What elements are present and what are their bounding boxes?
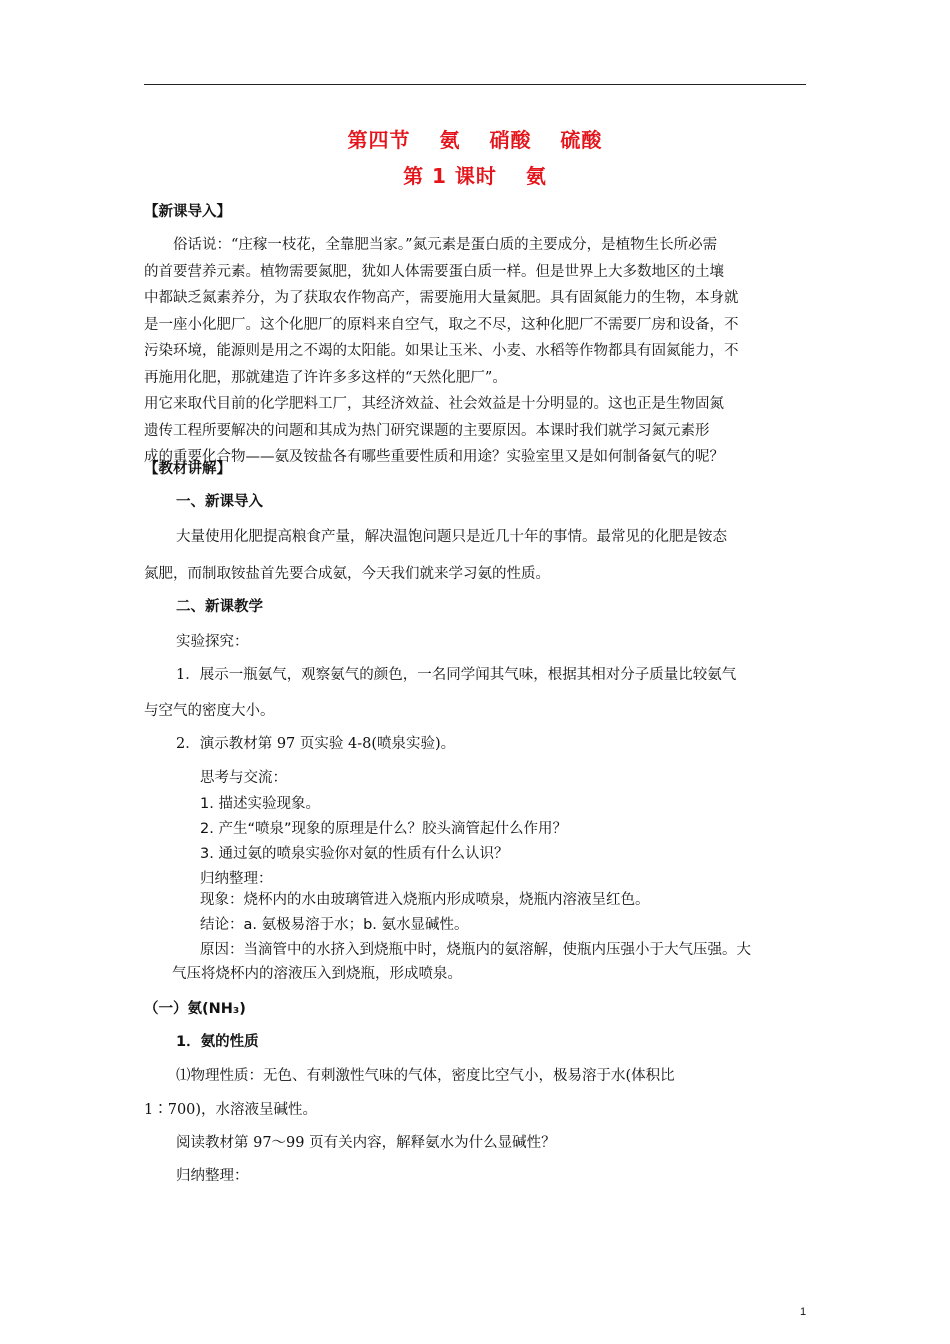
item1-line: 1．展示一瓶氨气，观察氨气的颜色，一名同学闻其气味，根据其相对分子质量比较氨气 xyxy=(176,667,737,683)
intro-line: 中都缺乏氮素养分，为了获取农作物高产，需要施用大量氮肥。具有固氮能力的生物，本身就 xyxy=(144,290,739,306)
lecture-header: 【教材讲解】 xyxy=(144,461,231,477)
conclusion-text: 结论：a. 氨极易溶于水；b. 氨水显碱性。 xyxy=(200,917,469,933)
section-title: 第四节 氨 硝酸 硫酸 xyxy=(347,128,603,152)
explore-label: 实验探究： xyxy=(176,634,249,650)
intro-line: 成的重要化合物——氨及铵盐各有哪些重要性质和用途？实验室里又是如何制备氨气的呢？ xyxy=(144,449,724,465)
intro-line: 遗传工程所要解决的问题和其成为热门研究课题的主要原因。本课时我们就学习氮元素形 xyxy=(144,422,710,439)
sec1-header: 一、新课导入 xyxy=(176,494,263,510)
reason-text: 原因：当滴管中的水挤入到烧瓶中时，烧瓶内的氨溶解，使瓶内压强小于大气压强。大 xyxy=(200,942,751,958)
intro-line: 再施用化肥，那就建造了许许多多这样的“天然化肥厂”。 xyxy=(144,369,507,386)
sec1-line: 大量使用化肥提高粮食产量，解决温饱问题只是近几十年的事情。最常见的化肥是铵态 xyxy=(176,529,727,545)
part1-subheader: 1．氨的性质 xyxy=(176,1034,259,1050)
think-question: 2. 产生“喷泉”现象的原理是什么？胶头滴管起什么作用？ xyxy=(200,821,567,837)
sec1-line: 氮肥，而制取铵盐首先要合成氨，今天我们就来学习氨的性质。 xyxy=(144,566,550,582)
think-title: 思考与交流： xyxy=(200,770,287,786)
reading-prompt: 阅读教材第 97～99 页有关内容，解释氨水为什么显碱性？ xyxy=(176,1135,556,1151)
intro-line: 污染环境，能源则是用之不竭的太阳能。如果让玉米、小麦、水稻等作物都具有固氮能力，不 xyxy=(144,343,739,359)
header-rule xyxy=(144,84,806,85)
intro-line: 的首要营养元素。植物需要氮肥，犹如人体需要蛋白质一样。但是世界上大多数地区的土壤 xyxy=(144,263,724,280)
sec2-header: 二、新课教学 xyxy=(176,599,263,615)
item1-line: 与空气的密度大小。 xyxy=(144,703,275,719)
part1-header: （一）氨(NH₃) xyxy=(144,1001,246,1017)
intro-paragraph xyxy=(144,232,739,471)
intro-header: 【新课导入】 xyxy=(144,204,231,220)
property-line: 1∶700)，水溶液呈碱性。 xyxy=(144,1102,318,1118)
phenomenon-text: 现象：烧杯内的水由玻璃管进入烧瓶内形成喷泉，烧瓶内溶液呈红色。 xyxy=(200,892,650,908)
property-line: ⑴物理性质：无色、有刺激性气味的气体，密度比空气小，极易溶于水(体积比 xyxy=(176,1068,675,1084)
intro-line: 用它来取代目前的化学肥料工厂，其经济效益、社会效益是十分明显的。这也正是生物固氮 xyxy=(144,396,724,412)
intro-line: 俗话说：“庄稼一枝花，全靠肥当家。”氮元素是蛋白质的主要成分，是植物生长所必需 xyxy=(144,237,718,253)
page-number: 1 xyxy=(800,1306,807,1318)
item2-line: 2．演示教材第 97 页实验 4-8(喷泉实验)。 xyxy=(176,736,456,752)
think-question: 3. 通过氨的喷泉实验你对氨的性质有什么认识？ xyxy=(200,846,509,862)
summary-label: 归纳整理： xyxy=(200,871,273,887)
intro-line: 是一座小化肥厂。这个化肥厂的原料来自空气，取之不尽，这种化肥厂不需要厂房和设备，不 xyxy=(144,316,739,333)
summary-label: 归纳整理： xyxy=(176,1168,249,1184)
reason-text: 气压将烧杯内的溶液压入到烧瓶，形成喷泉。 xyxy=(172,966,462,982)
lesson-title: 第 1 课时 氨 xyxy=(403,164,547,188)
think-question: 1. 描述实验现象。 xyxy=(200,796,320,812)
